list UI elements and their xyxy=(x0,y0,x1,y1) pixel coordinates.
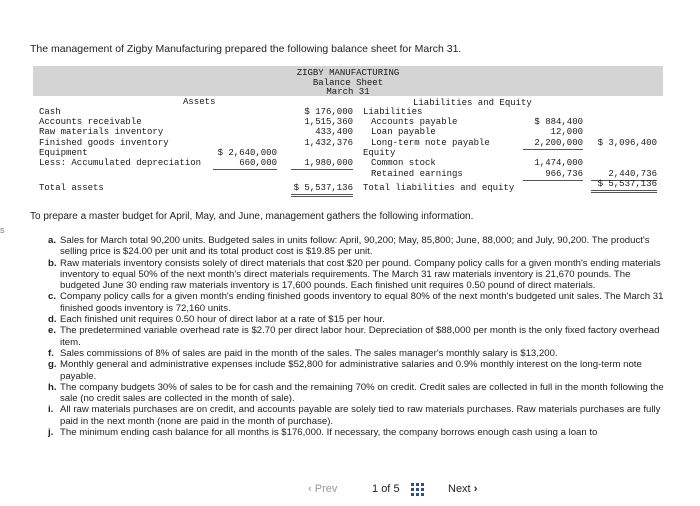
total-pages: 5 xyxy=(393,483,400,495)
liability-label: Long-term note payable xyxy=(371,138,490,148)
statement-title: Balance Sheet xyxy=(312,77,384,88)
grid-icon[interactable] xyxy=(411,483,424,496)
asset-label: Accounts receivable xyxy=(39,117,142,127)
list-item: e. The predetermined variable overhead rate is $2.70 per direct labor hour. Depreciation of $88,000 per month is the only fixed factory overhead item. xyxy=(48,325,660,348)
prev-label: Prev xyxy=(314,483,338,495)
list-item: c. Company policy calls for a given month's ending finished goods inventory to equal 80% of the next month's budgeted unit sales. The March 31 finished goods inventory is 72,160 units. xyxy=(48,291,664,314)
balance-sheet xyxy=(33,66,663,202)
list-item: b. Raw materials inventory consists solely of direct materials that cost $20 per pound. Company policy calls for a given month's ending materials inventory to equal 50% of the next month's direct materials requirements. The March 31 raw materials inventory is 21,670 pounds. The budgeted June 30 ending raw materials inventory is 17,600 pounds. Each finished unit requires 0.50 pound of direct materials. xyxy=(48,257,661,292)
asset-label: Finished goods inventory xyxy=(39,138,169,148)
equity-value: 966,736 xyxy=(523,169,583,181)
list-item: d. Each finished unit requires 0.50 hour of direct labor at a rate of $15 per hour. xyxy=(48,314,385,326)
liability-value: 2,200,000 xyxy=(523,138,583,150)
asset-value: 1,432,376 xyxy=(304,138,353,148)
liab-equity-header: Liabilities and Equity xyxy=(413,98,532,108)
asset-value: 1,515,360 xyxy=(304,117,353,127)
equity-item-label: Retained earnings xyxy=(371,169,463,179)
statement-date: March 31 xyxy=(326,87,370,97)
list-item: a. Sales for March total 90,200 units. Budgeted sales in units follow: April, 90,200; May, 85,800; June, 88,000; and July, 90,200. The product's selling price is $24.00 per unit and its total product cost is $19.85 per unit. xyxy=(48,235,650,258)
list-item: j. The minimum ending cash balance for all months is $176,000. If necessary, the company borrows enough cash using a loan to xyxy=(48,427,598,439)
total-assets-label: Total assets xyxy=(39,183,104,193)
liability-value: $ 884,400 xyxy=(534,117,583,127)
asset-label: Equipment xyxy=(39,148,88,158)
list-item: h. The company budgets 30% of sales to be for cash and the remaining 70% on credit. Credit sales are collected in full in the month following the sale (no credit sales are collected in the month of sale). xyxy=(48,381,664,405)
total-assets-value: $ 5,537,136 xyxy=(291,183,353,197)
list-item: g. Monthly general and administrative expenses include $52,800 for administrative salaries and 0.9% monthly interest on the long-term note payable. xyxy=(48,359,642,382)
liabilities-label: Liabilities xyxy=(363,107,423,117)
current-page: 1 xyxy=(372,483,379,495)
next-button[interactable] xyxy=(448,480,477,498)
assets-header: Assets xyxy=(183,97,216,107)
prev-button[interactable] xyxy=(308,480,337,498)
total-liabilities: $ 3,096,400 xyxy=(597,138,657,148)
equipment-amount: $ 2,640,000 xyxy=(217,148,277,158)
company-name: ZIGBY MANUFACTURING xyxy=(296,68,400,78)
accum-dep-amount: 660,000 xyxy=(213,158,277,170)
total-equity: 2,440,736 xyxy=(591,169,657,181)
instructions-paragraph: To prepare a master budget for April, May, and June, management gathers the following information. xyxy=(30,211,474,222)
page-of-label: of xyxy=(381,483,391,495)
chevron-right-icon: › xyxy=(473,483,478,495)
page-indicator xyxy=(372,480,400,498)
asset-value: 433,400 xyxy=(315,127,353,137)
asset-value: 1,980,000 xyxy=(291,158,353,170)
intro-text: The management of Zigby Manufacturing prepared the following balance sheet for March 31. xyxy=(30,43,462,55)
equity-label: Equity xyxy=(363,148,396,158)
balance-sheet-header xyxy=(33,66,663,96)
total-le-label: Total liabilities and equity xyxy=(363,183,515,193)
asset-label: Cash xyxy=(39,107,61,117)
asset-value: $ 176,000 xyxy=(304,107,353,117)
liability-value: 12,000 xyxy=(550,127,583,137)
chevron-left-icon: ‹ xyxy=(308,483,312,495)
asset-label: Less: Accumulated depreciation xyxy=(39,158,202,168)
list-item: f. Sales commissions of 8% of sales are paid in the month of the sales. The sales manager's monthly salary is $13,200. xyxy=(48,347,558,359)
next-label: Next xyxy=(448,483,471,495)
equity-value: 1,474,000 xyxy=(534,158,583,168)
liability-label: Loan payable xyxy=(371,127,436,137)
equity-item-label: Common stock xyxy=(371,158,436,168)
total-le-value: $ 5,537,136 xyxy=(591,179,657,193)
pagination xyxy=(300,480,510,500)
liability-label: Accounts payable xyxy=(371,117,458,127)
asset-label: Raw materials inventory xyxy=(39,127,164,137)
page-edge-mark: s xyxy=(0,225,5,235)
information-list xyxy=(48,235,668,438)
list-item: i. All raw materials purchases are on credit, and accounts payable are solely tied to raw materials purchases. Raw materials purchases are fully paid in the next month (none are paid in the month of purchase). xyxy=(48,404,661,427)
